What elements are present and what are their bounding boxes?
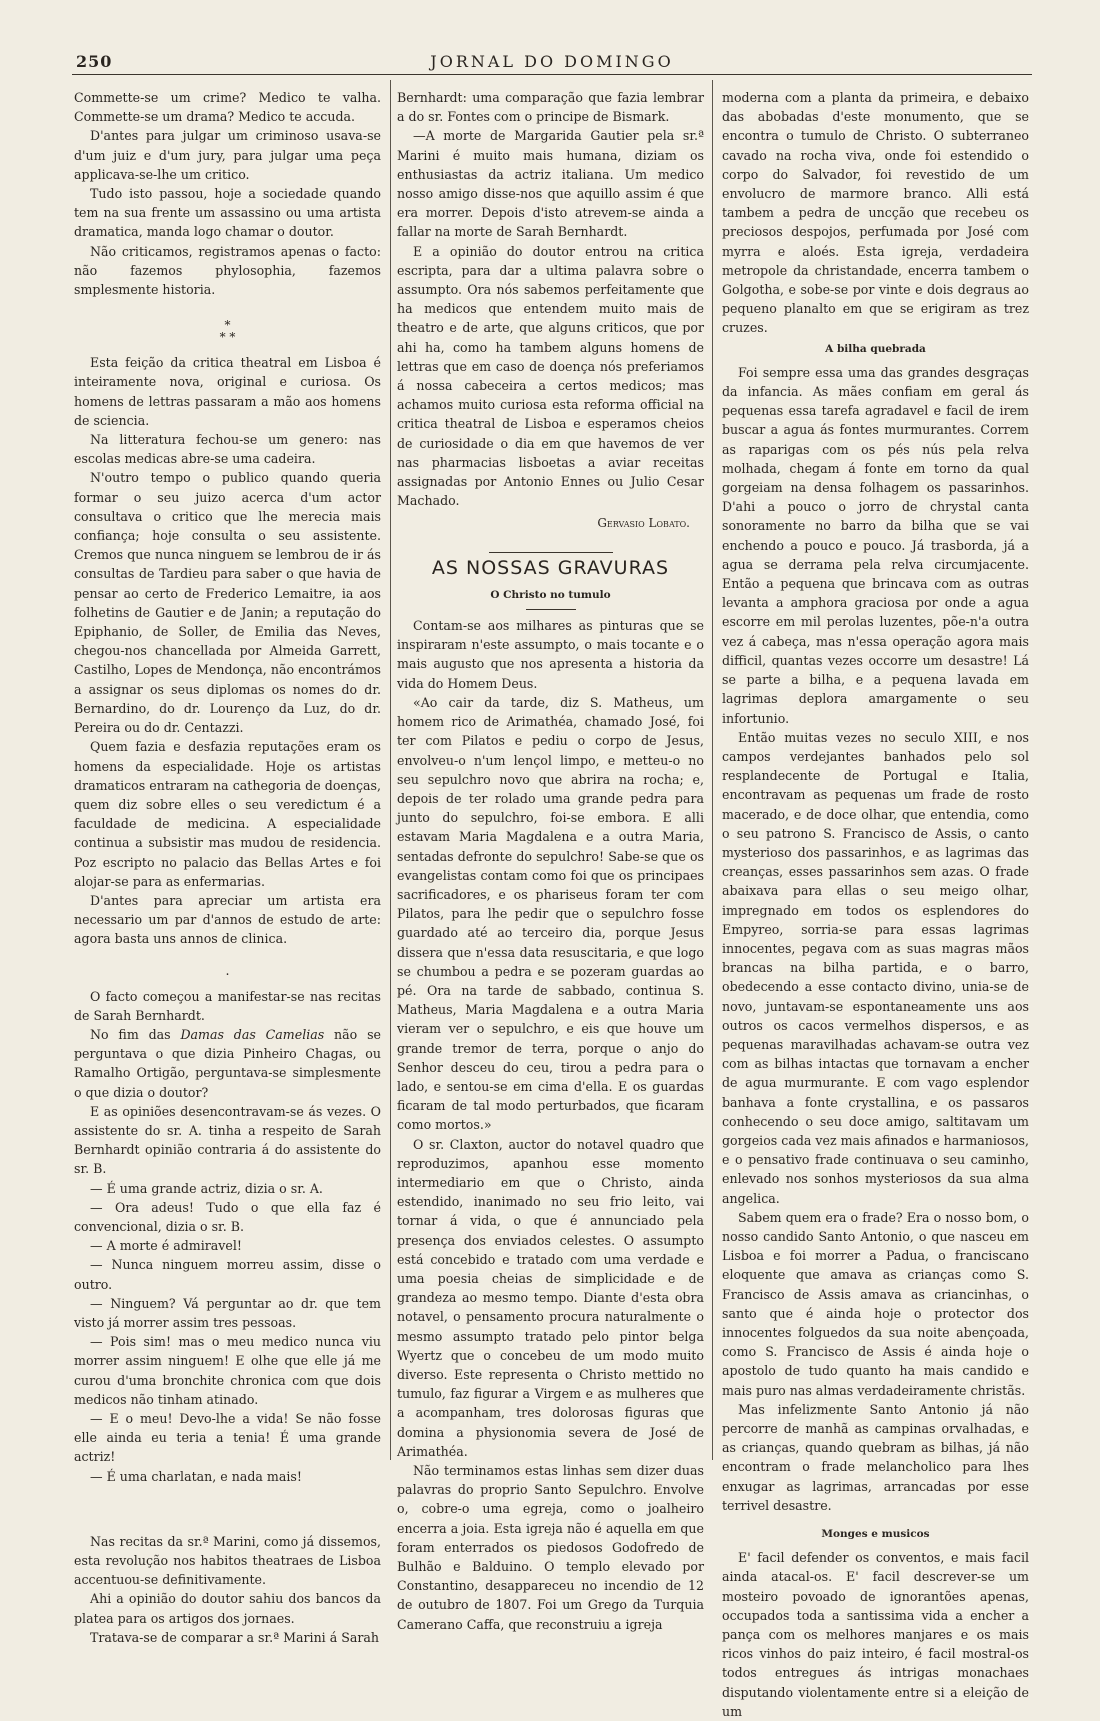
column-right [722, 88, 1029, 1721]
column-divider-right [712, 80, 713, 1460]
paragraph: Quem fazia e desfazia reputações eram os homens da especialidade. Hoje os artistas dramaticos entraram na cathegoria de doenças, quem diz sobre elles o seu veredictum é a faculdade de medicina. A especialidade continua a subsistir mas mudou de residencia. Poz escripto no palacio das Bellas Artes e foi alojar-se para as enfermarias. [74, 739, 381, 889]
paragraph: D'antes para julgar um criminoso usava-se d'um juiz e d'um jury, para julgar uma peça applicava-se-lhe um critico. [74, 128, 381, 182]
column-divider-left [390, 80, 391, 1460]
paragraph: Tratava-se de comparar a sr.ª Marini á Sarah [90, 1629, 379, 1645]
dialogue-line: — Nunca ninguem morreu assim, disse o outro. [74, 1257, 381, 1292]
paragraph: Mas infelizmente Santo Antonio já não percorre de manhã as campinas orvalhadas, e as crianças, quando quebram as bilhas, já não encontram o frade melancholico para lhes enxugar as lagrimas, arrancadas por esse terrivel desastre. [722, 1401, 1029, 1513]
paragraph: Não criticamos, registramos apenas o facto: não fazemos phylosophia, fazemos smplesmente historia. [74, 243, 381, 298]
column-middle [397, 88, 704, 1634]
header-rule [72, 74, 1032, 75]
paragraph: Então muitas vezes no seculo XIII, e nos campos verdejantes banhados pelo sol resplandecente de Portugal e Italia, encontravam as pequenas um frade de rosto macerado, e de doce olhar, que entendia, como o seu patrono S. Francisco de Assis, o canto mysterioso dos passarinhos, e as lagrimas das creanças, esses passarinhos sem azas. O frade abaixava para ellas o seu meigo olhar, impregnado em todos os esplendores do Empyreo, sorria-se para essas lagrimas innocentes, pegava com as suas magras mãos brancas na bilha partida, e o barro, obedecendo a esse contacto divino, unia-se de novo, juntavam-se espontaneamente uns aos outros os cacos vermelhos dispersos, e as pequenas maravilhadas achavam-se outra vez com as bilhas intactas que tornavam a encher de agua murmurante. E com vago esplendor banhava a fonte crystallina, e os passaros conhecendo o seu doce amigo, saltitavam um gorgeios cada vez mais afinados e harmaniosos, e o pensativo frade continuava o seu caminho, enlevado nos sonhos mysteriosos da sua alma angelica. [722, 729, 1029, 1206]
paragraph: E as opiniões desencontravam-se ás vezes. O assistente do sr. A. tinha a respeito de Sarah Bernhardt opinião contraria á do assistente do sr. B. [74, 1103, 381, 1177]
paragraph: N'outro tempo o publico quando queria formar o seu juizo acerca d'um actor consultava o critico que lhe merecia mais confiança; hoje consulta o seu assistente. Cremos que nunca ninguem se lembrou de ir ás consultas de Tardieu para saber o que havia de pensar ao certo de Frederico Lemaitre, ia aos folhetins de Gautier e de Janin; a reputação do Epiphanio, de Soller, de Emilia das Neves, chegou-nos chancellada por Almeida Garrett, Castilho, Lopes de Mendonça, não encontrámos a assignar os seus diplomas os nomes do dr. Bernardino, do dr. Lourenço da Luz, do dr. Pereira ou do dr. Centazzi. [74, 470, 381, 736]
subheading: Monges e musicos [821, 1528, 930, 1541]
paragraph: «Ao cair da tarde, diz S. Matheus, um homem rico de Arimathéa, chamado José, foi ter com Pilatos e pediu o corpo de Jesus, envolveu-o n'um lençol limpo, e metteu-o no seu sepulchro novo que abrira na rocha; e, depois de ter rolado uma grande pedra para junto do sepulchro, foi-se embora. E alli estavam Maria Magdalena e a outra Maria, sentadas defronte do sepulchro! Sabe-se que os evangelistas contam como foi que os principaes sacrificadores, e os phariseus foram ter com Pilatos, para lhe pedir que o sepulchro fosse guardado até ao terceiro dia, porque Jesus dissera que n'essa data resuscitaria, e que logo se chumbou a pedra e se pozeram guardas ao pé. Ora na tarde de sabbado, continua S. Matheus, Maria Magdalena e a outra Maria vieram ver o sepulchro, e eis que houve um grande tremor de terra, porque o anjo do Senhor desceu do ceu, tirou a pedra para o lado, e sentou-se em cima d'ella. E os guardas ficaram de tal modo perturbados, que ficaram como mortos.» [397, 694, 704, 1133]
play-title: Damas das Camelias [180, 1026, 325, 1042]
dialogue-line: — E o meu! Devo-lhe a vida! Se não fosse elle ainda eu teria a tenia! É uma grande actriz! [74, 1411, 381, 1465]
dialogue-line: — Ninguem? Vá perguntar ao dr. que tem visto já morrer assim tres pessoas. [74, 1295, 381, 1330]
blank-space [74, 1486, 381, 1532]
dialogue-line: — Ora adeus! Tudo o que ella faz é convencional, dizia o sr. B. [74, 1199, 381, 1234]
paragraph: Nas recitas da sr.ª Marini, como já dissemos, esta revolução nos habitos theatraes de Lisboa accentuou-se definitivamente. [74, 1533, 381, 1588]
subheading: O Christo no tumulo [490, 588, 611, 601]
paragraph: D'antes para apreciar um artista era necessario um par d'annos de estudo de arte: agora basta uns annos de clinica. [74, 892, 381, 947]
section-ornament: . [225, 962, 230, 978]
paragraph: No fim das Damas das Camelias não se perguntava o que dizia Pinheiro Chagas, ou Ramalho Ortigão, perguntava-se simplesmente o que dizia o doutor? [74, 1026, 382, 1100]
dialogue-line: — É uma charlatan, e nada mais! [90, 1468, 302, 1484]
paragraph: Commette-se um crime? Medico te valha. Commette-se um drama? Medico te accuda. [74, 90, 381, 125]
journal-title: JORNAL DO DOMINGO [430, 52, 674, 71]
subheading: A bilha quebrada [825, 342, 926, 355]
paragraph: Ahi a opinião do doutor sahiu dos bancos da platea para os artigos dos jornaes. [74, 1591, 381, 1626]
paragraph: O sr. Claxton, auctor do notavel quadro que reproduzimos, apanhou esse momento intermediario em que o Christo, ainda estendido, inanimado no seu frio leito, vai tornar á vida, o que é annunciado pela presença dos enviados celestes. O assumpto está concebido e tratado com uma verdade e uma poesia cheias de simplicidade e de grandeza ao mesmo tempo. Diante d'esta obra notavel, o pensamento procura naturalmente o mesmo assumpto tratado pelo pintor belga Wyertz que o concebeu de um modo muito diverso. Este representa o Christo mettido no tumulo, faz figurar a Virgem e as mulheres que a acompanham, tres dolorosas figuras que domina a physionomia severa de José de Arimathéa. [397, 1136, 704, 1459]
paragraph: O facto começou a manifestar-se nas recitas de Sarah Bernhardt. [74, 988, 381, 1023]
section-rule [489, 552, 613, 553]
page-header [72, 50, 1032, 76]
paragraph: Não terminamos estas linhas sem dizer duas palavras do proprio Santo Sepulchro. Envolve o, cobre-o uma egreja, como o joalheiro encerra a joia. Esta igreja não é aquella em que foram enterrados os piedosos Godofredo de Bulhão e Balduino. O templo elevado por Constantino, desappareceu no incendio de 12 de outubro de 1807. Foi um Grego da Turquia Camerano Caffa, que reconstruiu a igreja [397, 1463, 704, 1632]
author-signature: Gervasio Lobato. [597, 516, 690, 531]
dialogue-line: — É uma grande actriz, dizia o sr. A. [90, 1180, 323, 1196]
paragraph: moderna com a planta da primeira, e debaixo das abobadas d'este monumento, que se encontra o tumulo de Christo. O subterraneo cavado na rocha viva, onde foi estendido o corpo do Salvador, foi revestido de um envolucro de marmore branco. Alli está tambem a pedra de uncção que recebeu os preciosos despojos, perfumada por José com myrra e aloés. Esta igreja, verdadeira metropole da christandade, encerra tambem o Golgotha, e sobe-se por vinte e dois degraus ao pequeno planalto em que se erigiram as trez cruzes. [722, 90, 1029, 336]
dialogue-line: — Pois sim! mas o meu medico nunca viu morrer assim ninguem! E olhe que elle já me curou d'uma bronchite chronica com que dois medicos não tinham atinado. [74, 1334, 381, 1407]
section-title: AS NOSSAS GRAVURAS [431, 556, 670, 579]
paragraph: Contam-se aos milhares as pinturas que se inspiraram n'este assumpto, o mais tocante e o mais augusto que nos apresenta a historia da vida do Homem Deus. [397, 618, 704, 691]
column-left [74, 88, 381, 1647]
section-ornament: * * * [219, 318, 236, 345]
paragraph: Foi sempre essa uma das grandes desgraças da infancia. As mães confiam em geral ás pequenas essa tarefa agradavel e facil de irem buscar a agua ás fontes murmurantes. Correm as raparigas com os pés nús pela relva molhada, chegam á fonte em torno da qual gorgeiam na densa folhagem os passarinhos. D'ahi a pouco o jorro de chrystal canta sonoramente no barro da bilha que se vai enchendo a pouco e pouco. Já trasborda, já a agua se derrama pela relva circumjacente. Então a pequena que brincava com as outras levanta a amphora graciosa por onde a agua escorre em mil perolas luzentes, põe-n'a outra vez á cabeça, mas n'essa operação agora mais difficil, quantas vezes occorre um desastre! Lá se parte a bilha, e a pequena lavada em lagrimas deplora amargamente o seu infortunio. [722, 364, 1029, 726]
page-number: 250 [76, 52, 113, 71]
paragraph: Bernhardt: uma comparação que fazia lembrar a do sr. Fontes com o principe de Bismark. [397, 90, 704, 125]
dialogue-line: — A morte é admiravel! [90, 1238, 242, 1254]
paragraph: —A morte de Margarida Gautier pela sr.ª Marini é muito mais humana, diziam os enthusiastas da actriz italiana. Um medico nosso amigo disse-nos que aquillo assim é que era morrer. Depois d'isto atrevem-se ainda a fallar na morte de Sarah Bernhardt. [397, 128, 704, 240]
paragraph: E a opinião do doutor entrou na critica escripta, para dar a ultima palavra sobre o assumpto. Ora nós sabemos perfeitamente que ha medicos que entendem muito mais de theatro e de arte, que alguns criticos, que por ahi ha, como ha tambem alguns homens de lettras que em caso de doença nós preferiamos á nossa cabeceira a certos medicos; mas achamos muito curiosa esta reforma official na critica theatral de Lisboa e esperamos cheios de curiosidade o dia em que havemos de ver nas pharmacias lisboetas a aviar receitas assignadas por Antonio Ennes ou Julio Cesar Machado. [397, 243, 704, 509]
paragraph: Tudo isto passou, hoje a sociedade quando tem na sua frente um assassino ou uma artista dramatica, manda logo chamar o doutor. [74, 186, 381, 240]
paragraph: Sabem quem era o frade? Era o nosso bom, o nosso candido Santo Antonio, o que nasceu em Lisboa e foi morrer a Padua, o franciscano eloquente que amava as crianças como S. Francisco de Assis amava as criancinhas, o santo que é ainda hoje o protector dos innocentes folguedos da sua noite abençoada, como S. Francisco de Assis é ainda hoje o apostolo de tudo quanto ha mais candido e mais puro nas almas verdadeiramente christãs. [722, 1209, 1029, 1398]
paragraph: Na litteratura fechou-se um genero: nas escolas medicas abre-se uma cadeira. [74, 432, 381, 467]
paragraph: E' facil defender os conventos, e mais facil ainda atacal-os. E' facil descrever-se um mosteiro povoado de ignorantões apenas, occupados toda a santissima vida a encher a pança com os melhores manjares e os mais ricos vinhos do paiz inteiro, é facil mostral-os todos entregues ás intrigas monachaes disputando violentamente entre si a eleição de um [722, 1550, 1029, 1719]
subheading-rule [526, 609, 576, 610]
paragraph: Esta feição da critica theatral em Lisboa é inteiramente nova, original e curiosa. Os homens de lettras passaram a mão aos homens de sciencia. [74, 355, 381, 428]
